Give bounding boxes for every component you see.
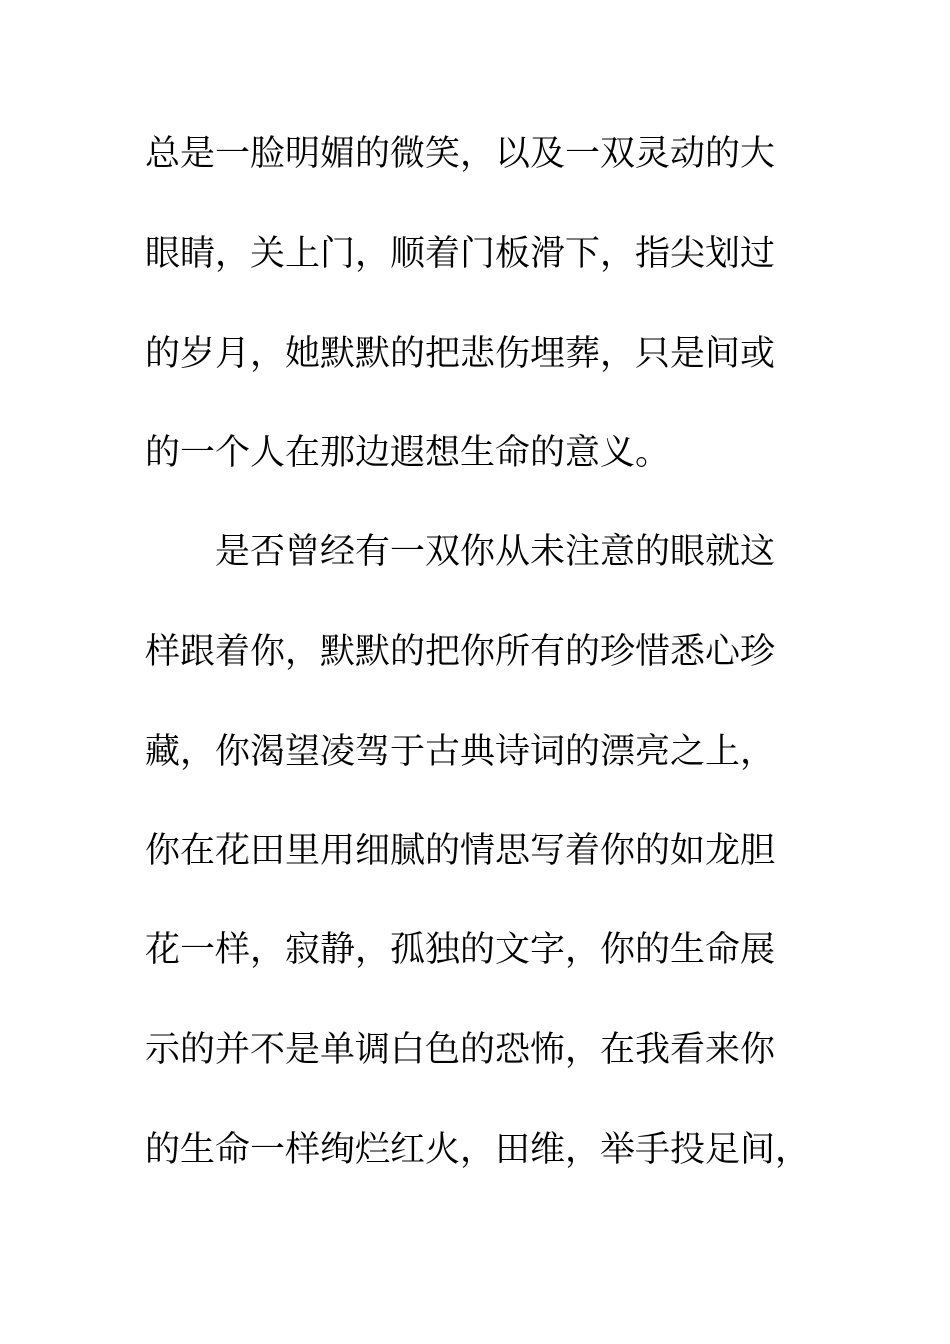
text-line: 的生命一样绚烂红火，田维，举手投足间， [145, 1130, 811, 1170]
text-line: 藏，你渴望凌驾于古典诗词的漂亮之上， [145, 732, 776, 772]
text-line: 示的并不是单调白色的恐怖，在我看来你 [145, 1030, 776, 1070]
text-line: 花一样，寂静，孤独的文字，你的生命展 [145, 930, 776, 970]
paragraph-start-line: 是否曾经有一双你从未注意的眼就这 [215, 532, 776, 572]
text-line: 总是一脸明媚的微笑，以及一双灵动的大 [145, 134, 776, 174]
text-line: 样跟着你，默默的把你所有的珍惜悉心珍 [145, 632, 776, 672]
text-line: 的岁月，她默默的把悲伤埋葬，只是间或 [145, 334, 776, 374]
text-line: 你在花田里用细腻的情思写着你的如龙胆 [145, 831, 776, 871]
text-line: 的一个人在那边遐想生命的意义。 [145, 433, 671, 473]
text-line: 眼睛，关上门，顺着门板滑下，指尖划过 [145, 234, 776, 274]
